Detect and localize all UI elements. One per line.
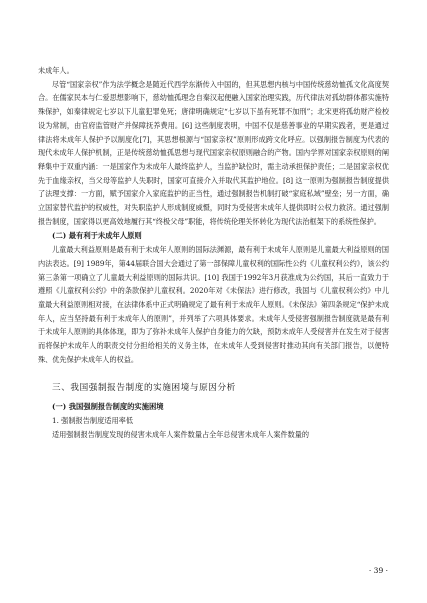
paragraph-best-interest: 儿童最大利益原则是最有利于未成年人原则的国际法渊源，最有利于未成年人原则是儿童最大利益原则的国内法表达。[9] 1989年，第44届联合国大会通过了第一部保障儿童权利的国际性公约《儿童权利公约》，该公约第三条第一项确立了儿童最大利益原则的国际共识。[10] 我国于1992年3月获准成为公约国，其后一直致力于遵照《儿童权利公约》中的条款保护儿童权利。2020年对《未保法》进行修改，我国与《儿童权利公约》中儿童最大利益原则相对接，在法律体系中正式明确规定了最有利于未成年人原则。《未保法》第四条规定“保护未成年人，应当坚持最有利于未成年人的原则”，并列举了六项具体要求。未成年人受侵害强制报告制度就是最有利于未成年人原则的具体体现，即为了弥补未成年人保护自身能力的欠缺，预防未成年人受侵害并在发生对于侵害而将保护未成年人的职责交付分担给相关的义务主体，在未成年人受到侵害时推动其向有关部门报告，以便特殊、优先保护未成年人的权益。 — [38, 245, 389, 364]
section-title: 三、我国强制报告制度的实施困境与原因分析 — [52, 383, 236, 394]
subheading-difficulties: (一) 我国强制报告制度的实施困境 — [52, 402, 164, 412]
paragraph-state-guardianship: 尽管“国家亲权”作为法学概念是随近代西学东渐传入中国的，但其思想内核与中国传统慈幼恤孤文化高度契合。在儒家民本与仁爱思想影响下，慈幼恤孤理念自秦汉起便融入国家治理实践，历代律法对孤幼群体都实施特殊保护，如秦律规定七岁以下儿童犯罪免死；唐律明确规定“七岁以下虽有死罪不加刑”；北宋更将孤幼财产检校设为常制，由官府监管财产并保障抚养费用。[6] 这些制度表明，中国不仅是慈善事业的早期实践者，更是通过律法将未成年人保护予以制度化[7]，其思想根源与“国家亲权”原则形成跨文化呼应。以强制报告制度为代表的现代未成年人保护机制，正是传统慈幼恤孤思想与现代国家亲权原则融合的产物。国内学界对国家亲权原则的阐释集中于双重内涵：一是国家作为未成年人最终监护人，当监护缺位时，需主动承担保护责任；二是国家亲权优先于血缘亲权，当父母等监护人失职时，国家可直接介入并取代其监护地位。[8] 这一原则为强制报告制度提供了法理支撑：一方面，赋予国家介入家庭监护的正当性，通过强制报告机制打破“家庭私域”壁垒；另一方面，确立国家替代监护的权威性，对失职监护人形成制度威慑，同时为受侵害未成年人提供即时公权力救济。通过强制报告制度，国家得以更高效地履行其“终极父母”职能，将传统伦理关怀转化为现代法治框架下的系统性保护。 — [38, 79, 389, 226]
item-low-application-rate: 1. 强制报告制度适用率低 — [52, 416, 134, 426]
subheading-best-interest: (二) 最有利于未成年人原则 — [52, 231, 142, 241]
page-body — [38, 64, 389, 442]
page-number: · 39 · — [368, 566, 388, 575]
lead-text: 未成年人。 — [38, 66, 74, 75]
paragraph-application-rate: 适用强制报告制度发现的侵害未成年人案件数量占全年总侵害未成年人案件数量的 — [52, 429, 310, 439]
